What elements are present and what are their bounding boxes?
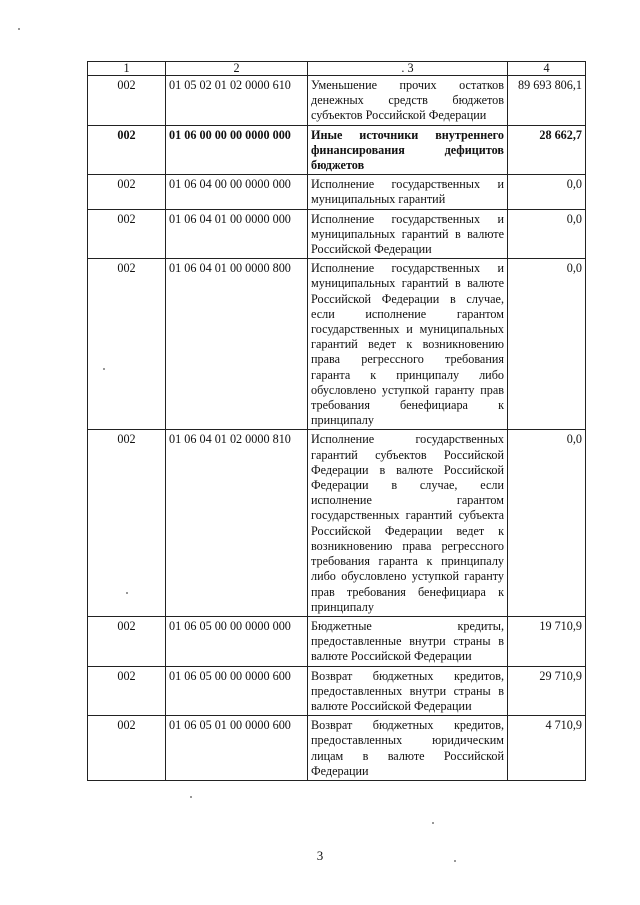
description-cell: Бюджетные кредиты, предоставленные внутри страны в валюте Российской Федерации: [308, 616, 508, 666]
description-cell: Уменьшение прочих остатков денежных средств бюджетов субъектов Российской Федерации: [308, 76, 508, 126]
admin-code-cell: 002: [88, 76, 166, 126]
admin-code-cell: 002: [88, 666, 166, 716]
admin-code-cell: 002: [88, 716, 166, 781]
budget-code-cell: 01 06 04 00 00 0000 000: [166, 175, 308, 209]
amount-cell: 0,0: [508, 259, 586, 430]
amount-cell: 0,0: [508, 209, 586, 259]
table-row: [88, 616, 586, 666]
budget-code-cell: 01 06 05 00 00 0000 600: [166, 666, 308, 716]
budget-code-cell: 01 06 05 01 00 0000 600: [166, 716, 308, 781]
scan-speck: [190, 796, 192, 798]
admin-code-cell: 002: [88, 616, 166, 666]
page-number: 3: [316, 848, 324, 863]
admin-code-cell: 002: [88, 259, 166, 430]
budget-code-cell: 01 06 04 01 02 0000 810: [166, 430, 308, 616]
admin-code-cell: 002: [88, 209, 166, 259]
column-header: . 3: [308, 62, 508, 76]
table-row: [88, 666, 586, 716]
table-row: [88, 209, 586, 259]
budget-code-cell: 01 06 00 00 00 0000 000: [166, 125, 308, 175]
amount-cell: 89 693 806,1: [508, 76, 586, 126]
amount-cell: 28 662,7: [508, 125, 586, 175]
admin-code-cell: 002: [88, 430, 166, 616]
column-header: 1: [88, 62, 166, 76]
admin-code-cell: 002: [88, 175, 166, 209]
amount-cell: 0,0: [508, 175, 586, 209]
column-numbers-row: [88, 62, 586, 76]
admin-code-cell: 002: [88, 125, 166, 175]
description-cell: Возврат бюджетных кредитов, предоставленных внутри страны в валюте Российской Федерации: [308, 666, 508, 716]
description-cell: Возврат бюджетных кредитов, предоставленных юридическим лицам в валюте Российской Федерации: [308, 716, 508, 781]
description-cell: Исполнение государственных и муниципальных гарантий в валюте Российской Федерации: [308, 209, 508, 259]
table-row: [88, 76, 586, 126]
budget-code-cell: 01 06 04 01 00 0000 000: [166, 209, 308, 259]
amount-cell: 19 710,9: [508, 616, 586, 666]
description-cell: Исполнение государственных гарантий субъектов Российской Федерации в валюте Российской Федерации в случае, если исполнение гарантом государственных гарантий субъекта Российской Федерации ведет к возникновению права регрессного требования гаранта к принципалу либо обусловлено уступкой гаранту прав требования бенефициара к принципалу: [308, 430, 508, 616]
description-cell: Исполнение государственных и муниципальных гарантий в валюте Российской Федерации в случае, если исполнение гарантом государственных и муниципальных гарантий ведет к возникновению права регрессного требования гаранта к принципалу либо обусловлено уступкой гаранту прав требования бенефициара к принципалу: [308, 259, 508, 430]
description-cell: Исполнение государственных и муниципальных гарантий: [308, 175, 508, 209]
table-row: [88, 125, 586, 175]
budget-code-cell: 01 06 05 00 00 0000 000: [166, 616, 308, 666]
amount-cell: 0,0: [508, 430, 586, 616]
table-row: [88, 716, 586, 781]
amount-cell: 4 710,9: [508, 716, 586, 781]
table-row: [88, 430, 586, 616]
scan-speck: [18, 28, 20, 30]
budget-sources-table: [87, 61, 586, 781]
amount-cell: 29 710,9: [508, 666, 586, 716]
table-row: [88, 259, 586, 430]
column-header: 2: [166, 62, 308, 76]
budget-code-cell: 01 06 04 01 00 0000 800: [166, 259, 308, 430]
budget-code-cell: 01 05 02 01 02 0000 610: [166, 76, 308, 126]
description-cell: Иные источники внутреннего финансирования дефицитов бюджетов: [308, 125, 508, 175]
scan-speck: [432, 822, 434, 824]
table-row: [88, 175, 586, 209]
column-header: 4: [508, 62, 586, 76]
